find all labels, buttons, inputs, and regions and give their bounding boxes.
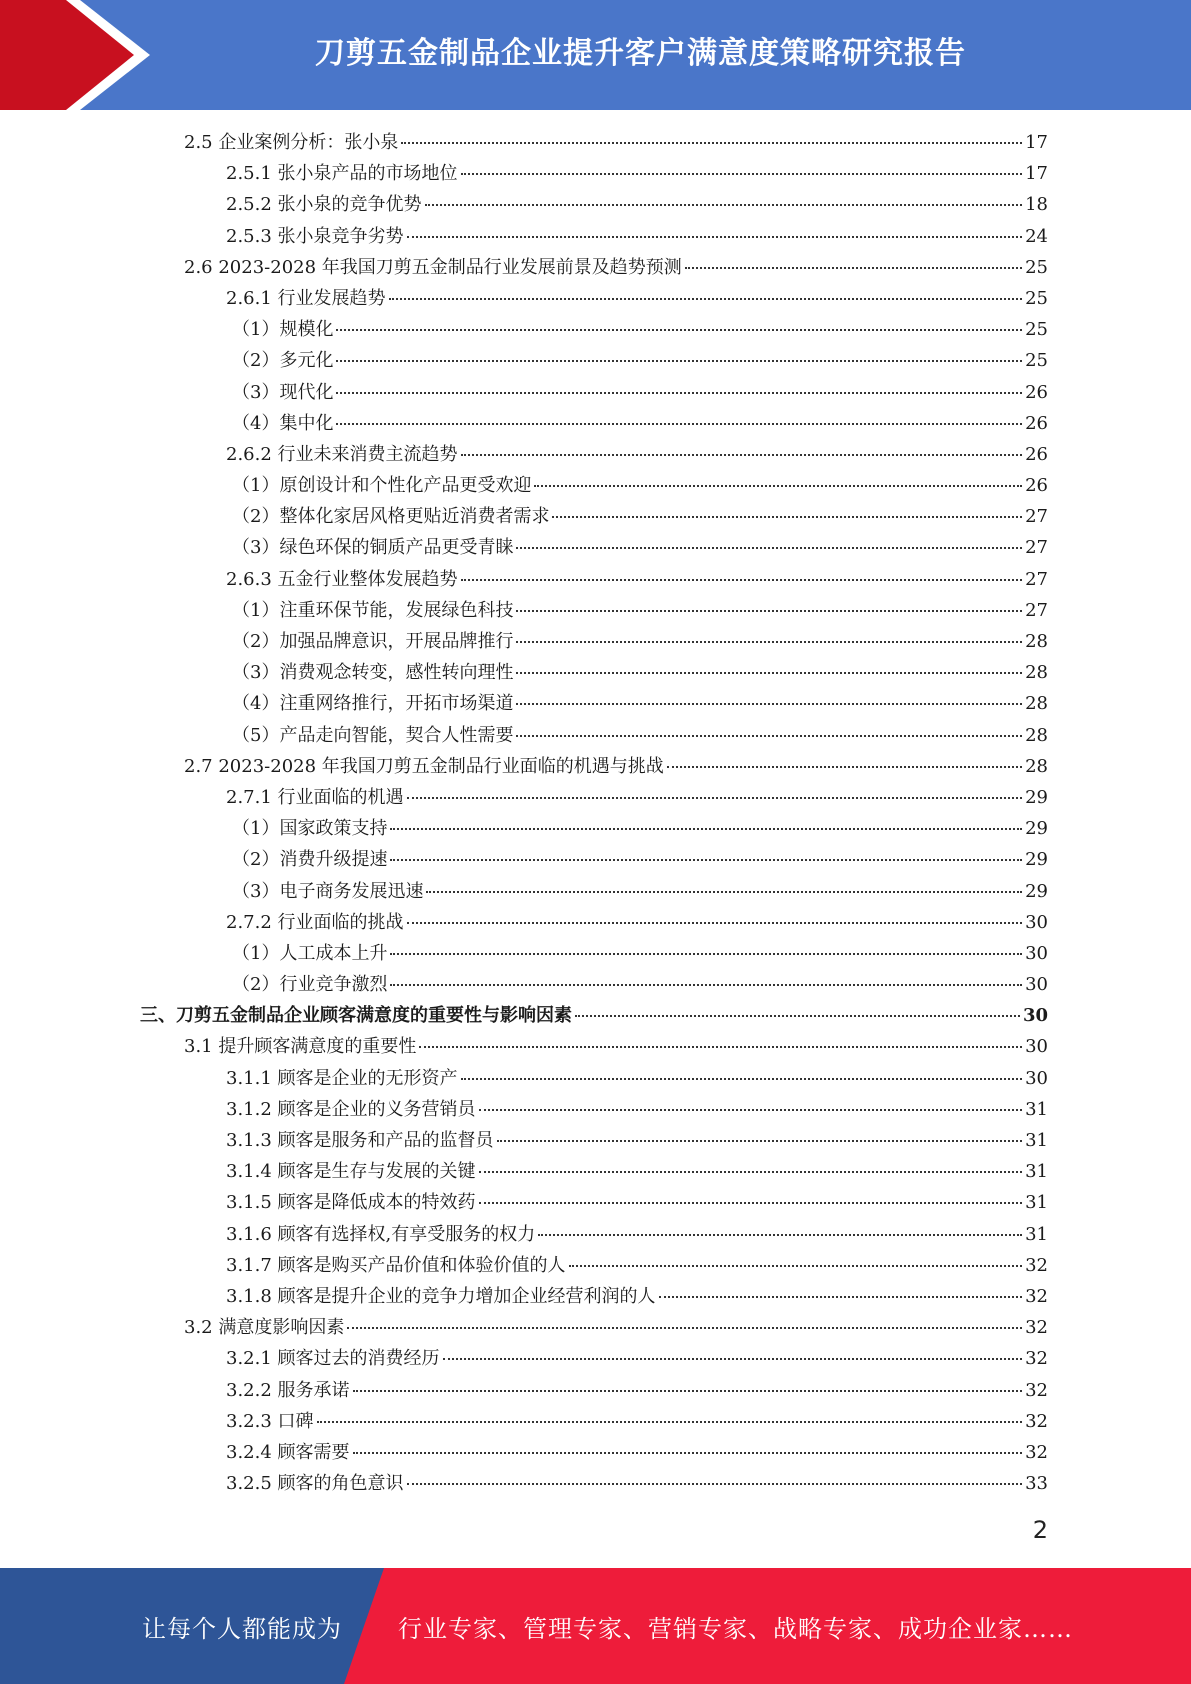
toc-leader-dots <box>336 329 1022 331</box>
toc-entry-title: 2.5.2 张小泉的竞争优势 <box>226 194 422 216</box>
toc-entry-title: （5）产品走向智能，契合人性需要 <box>232 724 514 746</box>
toc-entry[interactable] <box>140 190 1048 221</box>
toc-leader-dots <box>336 392 1022 394</box>
toc-entry[interactable] <box>140 814 1048 845</box>
toc-entry-page: 32 <box>1025 1317 1048 1339</box>
toc-entry[interactable] <box>140 596 1048 627</box>
toc-entry-page: 18 <box>1025 194 1048 216</box>
toc-entry-page: 29 <box>1025 849 1048 871</box>
toc-entry-page: 32 <box>1025 1348 1048 1370</box>
toc-entry-page: 33 <box>1025 1473 1048 1495</box>
header-banner <box>0 0 1191 110</box>
toc-entry-page: 27 <box>1025 568 1048 590</box>
toc-entry-title: 2.7.2 行业面临的挑战 <box>226 911 404 933</box>
toc-entry-page: 31 <box>1025 1161 1048 1183</box>
toc-leader-dots <box>443 1358 1023 1360</box>
toc-entry[interactable] <box>140 689 1048 720</box>
toc-leader-dots <box>390 953 1022 955</box>
toc-leader-dots <box>479 1171 1023 1173</box>
toc-entry-title: 3.1.3 顾客是服务和产品的监督员 <box>226 1130 494 1151</box>
toc-entry[interactable] <box>140 1251 1048 1282</box>
toc-leader-dots <box>390 859 1022 861</box>
toc-entry-title: 3.1.7 顾客是购买产品价值和体验价值的人 <box>226 1254 566 1276</box>
toc-entry-page: 30 <box>1025 1036 1048 1058</box>
toc-entry-page: 30 <box>1025 1067 1048 1089</box>
toc-entry[interactable] <box>140 1344 1048 1375</box>
toc-entry-title: 3.1.4 顾客是生存与发展的关键 <box>226 1161 476 1183</box>
toc-entry-title: 2.5.3 张小泉竞争劣势 <box>226 225 404 247</box>
toc-entry-page: 32 <box>1025 1254 1048 1276</box>
toc-entry[interactable] <box>140 1095 1048 1126</box>
toc-leader-dots <box>461 454 1023 456</box>
toc-entry[interactable] <box>140 1407 1048 1438</box>
toc-entry[interactable] <box>140 939 1048 970</box>
toc-entry-page: 32 <box>1025 1410 1048 1432</box>
toc-entry-page: 26 <box>1025 381 1048 403</box>
toc-entry[interactable] <box>140 502 1048 533</box>
toc-leader-dots <box>575 1015 1020 1017</box>
toc-entry-page: 27 <box>1025 599 1048 621</box>
toc-entry[interactable] <box>140 970 1048 1001</box>
toc-entry[interactable] <box>140 1064 1048 1095</box>
toc-leader-dots <box>461 579 1023 581</box>
toc-entry-title: （2）行业竞争激烈 <box>232 974 388 996</box>
toc-entry[interactable] <box>140 1032 1048 1063</box>
toc-leader-dots <box>569 1265 1023 1267</box>
toc-leader-dots <box>461 1078 1023 1080</box>
toc-entry[interactable] <box>140 877 1048 908</box>
toc-leader-dots <box>426 891 1022 893</box>
toc-entry-title: 3.1.8 顾客是提升企业的竞争力增加企业经营利润的人 <box>226 1285 656 1307</box>
toc-entry-page: 31 <box>1025 1130 1048 1151</box>
toc-entry[interactable] <box>140 159 1048 190</box>
toc-entry[interactable] <box>140 533 1048 564</box>
toc-entry-page: 30 <box>1025 974 1048 996</box>
toc-entry[interactable] <box>140 346 1048 377</box>
toc-entry[interactable] <box>140 565 1048 596</box>
toc-entry-page: 29 <box>1025 880 1048 902</box>
toc-leader-dots <box>353 1452 1023 1454</box>
toc-entry-title: 三、刀剪五金制品企业顾客满意度的重要性与影响因素 <box>140 1005 572 1027</box>
toc-entry[interactable] <box>140 315 1048 346</box>
page-number: 2 <box>1032 1516 1048 1544</box>
toc-entry-title: 2.6.3 五金行业整体发展趋势 <box>226 568 458 590</box>
toc-leader-dots <box>347 1327 1022 1329</box>
toc-entry-title: （3）绿色环保的铜质产品更受青睐 <box>232 537 514 559</box>
toc-entry-title: （4）注重网络推行，开拓市场渠道 <box>232 693 514 715</box>
toc-entry-page: 25 <box>1025 350 1048 372</box>
report-title: 刀剪五金制品企业提升客户满意度策略研究报告 <box>315 36 966 71</box>
toc-entry-page: 28 <box>1025 631 1048 652</box>
toc-entry[interactable] <box>140 1438 1048 1469</box>
toc-leader-dots <box>479 1202 1023 1204</box>
toc-entry[interactable] <box>140 658 1048 689</box>
toc-entry-title: （2）整体化家居风格更贴近消费者需求 <box>232 506 550 528</box>
toc-entry-title: （1）人工成本上升 <box>232 942 388 964</box>
toc-entry[interactable] <box>140 1469 1048 1500</box>
toc-entry[interactable] <box>140 845 1048 876</box>
toc-entry-title: 2.5 企业案例分析：张小泉 <box>184 132 399 153</box>
toc-entry[interactable] <box>140 222 1048 253</box>
toc-leader-dots <box>336 360 1022 362</box>
table-of-contents <box>140 128 1048 1500</box>
toc-entry-page: 30 <box>1022 1005 1048 1027</box>
toc-leader-dots <box>552 516 1022 518</box>
toc-entry[interactable] <box>140 1220 1048 1251</box>
toc-entry-page: 28 <box>1025 724 1048 746</box>
toc-entry-title: 3.1.5 顾客是降低成本的特效药 <box>226 1192 476 1214</box>
toc-entry-page: 24 <box>1025 225 1048 247</box>
toc-entry-title: 3.1.1 顾客是企业的无形资产 <box>226 1067 458 1089</box>
toc-leader-dots <box>407 922 1023 924</box>
toc-entry-title: 3.2.5 顾客的角色意识 <box>226 1473 404 1495</box>
toc-leader-dots <box>538 1234 1022 1236</box>
toc-entry-title: （1）原创设计和个性化产品更受欢迎 <box>232 475 532 497</box>
toc-leader-dots <box>401 142 1022 144</box>
toc-leader-dots <box>516 735 1022 737</box>
toc-entry-page: 17 <box>1025 132 1048 153</box>
toc-entry-title: （1）国家政策支持 <box>232 818 388 840</box>
toc-entry-page: 27 <box>1025 506 1048 528</box>
toc-leader-dots <box>390 828 1022 830</box>
toc-leader-dots <box>336 423 1022 425</box>
toc-entry-title: 3.2.1 顾客过去的消费经历 <box>226 1348 440 1370</box>
toc-entry[interactable] <box>140 908 1048 939</box>
toc-entry-page: 30 <box>1025 911 1048 933</box>
toc-entry[interactable] <box>140 409 1048 440</box>
toc-entry[interactable] <box>140 783 1048 814</box>
toc-entry-title: （3）电子商务发展迅速 <box>232 880 424 902</box>
toc-entry-page: 32 <box>1025 1441 1048 1463</box>
toc-entry-title: 3.2 满意度影响因素 <box>184 1317 345 1339</box>
toc-entry[interactable] <box>140 1126 1048 1157</box>
toc-leader-dots <box>659 1296 1023 1298</box>
toc-entry-page: 30 <box>1025 942 1048 964</box>
toc-leader-dots <box>407 1483 1023 1485</box>
toc-entry-page: 28 <box>1025 693 1048 715</box>
toc-entry-page: 25 <box>1025 287 1048 309</box>
toc-entry[interactable] <box>140 1188 1048 1219</box>
toc-leader-dots <box>685 267 1022 269</box>
toc-entry-title: （1）注重环保节能，发展绿色科技 <box>232 599 514 621</box>
toc-leader-dots <box>667 766 1022 768</box>
footer-slogan-left: 让每个人都能成为 <box>142 1614 342 1643</box>
toc-leader-dots <box>516 641 1022 643</box>
toc-entry[interactable] <box>140 1157 1048 1188</box>
toc-entry[interactable] <box>140 1376 1048 1407</box>
toc-leader-dots <box>534 485 1022 487</box>
footer-banner <box>0 1568 1191 1684</box>
toc-entry[interactable] <box>140 752 1048 783</box>
toc-leader-dots <box>516 672 1022 674</box>
toc-entry[interactable] <box>140 1001 1048 1032</box>
toc-leader-dots <box>390 984 1022 986</box>
toc-entry[interactable] <box>140 128 1048 159</box>
toc-leader-dots <box>407 236 1023 238</box>
toc-entry-title: 2.7 2023-2028 年我国刀剪五金制品行业面临的机遇与挑战 <box>184 755 664 777</box>
toc-entry-page: 17 <box>1025 163 1048 185</box>
toc-entry-page: 32 <box>1025 1285 1048 1307</box>
toc-entry-page: 26 <box>1025 412 1048 434</box>
toc-entry-title: （1）规模化 <box>232 319 334 341</box>
toc-entry-title: （2）消费升级提速 <box>232 849 388 871</box>
toc-entry-page: 29 <box>1025 818 1048 840</box>
toc-entry-page: 31 <box>1025 1192 1048 1214</box>
toc-entry-title: 2.7.1 行业面临的机遇 <box>226 786 404 808</box>
toc-entry-title: 2.6.2 行业未来消费主流趋势 <box>226 443 458 465</box>
toc-leader-dots <box>516 547 1022 549</box>
toc-leader-dots <box>461 173 1023 175</box>
toc-entry-title: 3.2.2 服务承诺 <box>226 1379 350 1401</box>
toc-entry[interactable] <box>140 284 1048 315</box>
toc-leader-dots <box>425 204 1023 206</box>
toc-entry-page: 28 <box>1025 662 1048 684</box>
toc-entry-page: 32 <box>1025 1379 1048 1401</box>
toc-entry-title: 2.5.1 张小泉产品的市场地位 <box>226 163 458 185</box>
toc-entry-page: 25 <box>1025 256 1048 278</box>
toc-leader-dots <box>389 298 1023 300</box>
toc-entry[interactable] <box>140 471 1048 502</box>
toc-entry[interactable] <box>140 627 1048 658</box>
toc-leader-dots <box>497 1140 1023 1142</box>
toc-entry-page: 25 <box>1025 319 1048 341</box>
toc-entry-title: 3.1.2 顾客是企业的义务营销员 <box>226 1098 476 1120</box>
toc-entry-title: 2.6.1 行业发展趋势 <box>226 287 386 309</box>
toc-entry-title: 2.6 2023-2028 年我国刀剪五金制品行业发展前景及趋势预测 <box>184 256 682 278</box>
toc-entry[interactable] <box>140 253 1048 284</box>
toc-leader-dots <box>407 797 1023 799</box>
toc-entry-title: （3）现代化 <box>232 381 334 403</box>
toc-leader-dots <box>317 1421 1023 1423</box>
toc-entry[interactable] <box>140 440 1048 471</box>
toc-entry-title: （2）加强品牌意识，开展品牌推行 <box>232 631 514 652</box>
toc-entry-title: 3.2.3 口碑 <box>226 1410 314 1432</box>
toc-entry-page: 26 <box>1025 443 1048 465</box>
toc-entry-title: 3.1.6 顾客有选择权,有享受服务的权力 <box>226 1223 536 1245</box>
toc-entry-title: 3.1 提升顾客满意度的重要性 <box>184 1036 417 1058</box>
toc-entry-page: 31 <box>1025 1098 1048 1120</box>
toc-entry[interactable] <box>140 1313 1048 1344</box>
toc-entry[interactable] <box>140 1282 1048 1313</box>
toc-entry-page: 29 <box>1025 786 1048 808</box>
toc-entry-page: 26 <box>1025 475 1048 497</box>
toc-entry-title: （3）消费观念转变，感性转向理性 <box>232 662 514 684</box>
toc-entry[interactable] <box>140 721 1048 752</box>
toc-leader-dots <box>516 610 1022 612</box>
toc-entry[interactable] <box>140 378 1048 409</box>
footer-slogan-right: 行业专家、管理专家、营销专家、战略专家、成功企业家…… <box>398 1614 1073 1643</box>
toc-entry-title: 3.2.4 顾客需要 <box>226 1441 350 1463</box>
toc-leader-dots <box>479 1109 1023 1111</box>
toc-entry-page: 28 <box>1025 755 1048 777</box>
toc-entry-page: 31 <box>1025 1223 1048 1245</box>
toc-leader-dots <box>419 1046 1022 1048</box>
toc-entry-title: （4）集中化 <box>232 412 334 434</box>
toc-entry-page: 27 <box>1025 537 1048 559</box>
toc-leader-dots <box>516 703 1022 705</box>
toc-leader-dots <box>353 1390 1023 1392</box>
toc-entry-title: （2）多元化 <box>232 350 334 372</box>
